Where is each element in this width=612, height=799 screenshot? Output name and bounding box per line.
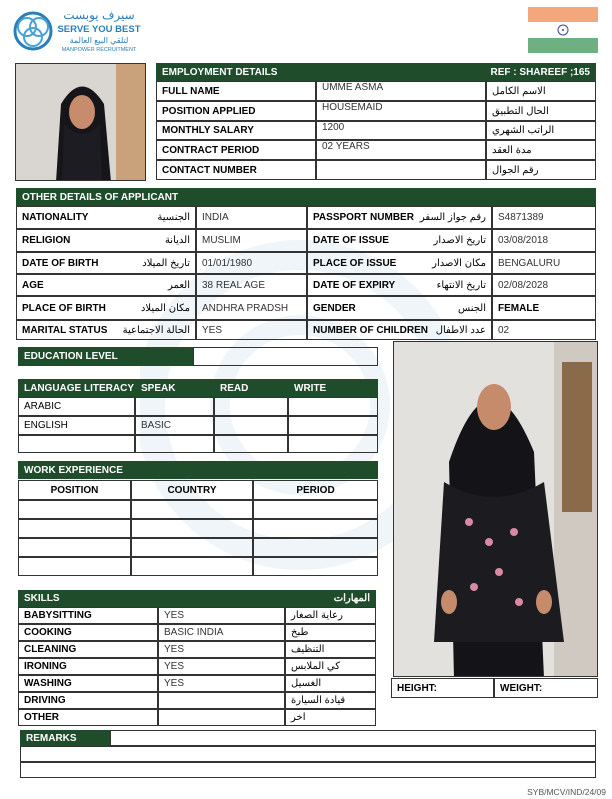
detail-label — [307, 206, 492, 229]
logo-sub: MANPOWER RECRUITMENT — [61, 47, 137, 53]
detail-value: FEMALE — [492, 296, 596, 320]
detail-value: 02 — [492, 320, 596, 340]
detail-label-en: PLACE OF ISSUE — [313, 257, 397, 269]
skill-name: BABYSITTING — [18, 607, 158, 624]
logo-arabic: سيرف يوبست — [63, 8, 135, 22]
detail-label — [16, 206, 196, 229]
detail-label-en: AGE — [22, 279, 44, 291]
remarks-header — [20, 730, 110, 746]
height-label: HEIGHT: — [391, 678, 494, 698]
detail-value: INDIA — [196, 206, 307, 229]
work-cell — [131, 519, 253, 538]
detail-label-ar: تاريخ الاصدار — [433, 235, 486, 246]
skill-name-ar: قيادة السيارة — [285, 692, 376, 709]
remarks-line-2 — [20, 746, 596, 762]
detail-label — [16, 274, 196, 296]
work-cell — [18, 538, 131, 557]
employment-label: POSITION APPLIED — [156, 101, 316, 121]
language-read — [214, 435, 288, 453]
applicant-photo-full — [393, 341, 598, 677]
language-header: WRITE — [288, 379, 378, 397]
detail-label-ar: العمر — [168, 279, 190, 291]
work-experience-title: WORK EXPERIENCE — [24, 464, 123, 476]
skill-name-ar: رعاية الصغار — [285, 607, 376, 624]
detail-label — [307, 252, 492, 274]
detail-label — [307, 296, 492, 320]
employment-label: CONTACT NUMBER — [156, 160, 316, 180]
work-cell — [18, 500, 131, 519]
document-code: SYB/MCV/IND/24/09 — [527, 787, 606, 797]
skill-name: COOKING — [18, 624, 158, 641]
detail-label — [16, 252, 196, 274]
work-cell — [18, 519, 131, 538]
language-header: LANGUAGE LITERACY — [18, 379, 135, 397]
detail-label-ar: رقم جواز السفر — [419, 212, 486, 223]
employment-label: FULL NAME — [156, 81, 316, 101]
detail-value: YES — [196, 320, 307, 340]
detail-label-ar: تاريخ الميلاد — [142, 257, 190, 269]
work-cell — [253, 519, 378, 538]
language-read — [214, 416, 288, 435]
remarks-title: REMARKS — [26, 732, 77, 744]
detail-value: 02/08/2028 — [492, 274, 596, 296]
detail-label-ar: الحالة الاجتماعية — [122, 324, 190, 336]
other-details-header — [16, 188, 596, 206]
detail-value: 03/08/2018 — [492, 229, 596, 252]
company-logo — [12, 8, 142, 58]
india-flag — [528, 7, 598, 53]
language-speak: BASIC — [135, 416, 214, 435]
skill-name-ar: طبخ — [285, 624, 376, 641]
skill-value: BASIC INDIA — [158, 624, 285, 641]
language-write — [288, 397, 378, 416]
language-write — [288, 435, 378, 453]
detail-label — [307, 229, 492, 252]
detail-label-en: NATIONALITY — [22, 212, 89, 223]
skill-value: YES — [158, 658, 285, 675]
language-write — [288, 416, 378, 435]
education-value — [193, 347, 378, 366]
detail-label-en: GENDER — [313, 302, 356, 314]
work-column-header: COUNTRY — [131, 480, 253, 500]
work-cell — [18, 557, 131, 576]
detail-label-ar: الجنسية — [157, 212, 190, 223]
skill-name: CLEANING — [18, 641, 158, 658]
detail-label-en: DATE OF BIRTH — [22, 257, 99, 269]
detail-label-en: DATE OF EXPIRY — [313, 279, 396, 291]
language-header: SPEAK — [135, 379, 214, 397]
remarks-line-3 — [20, 762, 596, 778]
applicant-photo-small — [15, 63, 146, 181]
skills-header — [18, 590, 376, 607]
employment-label-ar: رقم الجوال — [486, 160, 596, 180]
detail-label — [307, 274, 492, 296]
education-title: EDUCATION LEVEL — [24, 351, 118, 362]
skill-value: YES — [158, 675, 285, 692]
skill-value — [158, 709, 285, 726]
language-speak — [135, 435, 214, 453]
skill-name: DRIVING — [18, 692, 158, 709]
skill-name: OTHER — [18, 709, 158, 726]
detail-label-en: NUMBER OF CHILDREN — [313, 324, 428, 336]
detail-label-ar: مكان الاصدار — [432, 257, 486, 269]
detail-label — [16, 229, 196, 252]
employment-label-ar: مدة العقد — [486, 140, 596, 160]
skills-title: SKILLS — [24, 593, 60, 604]
skill-value — [158, 692, 285, 709]
skill-value: YES — [158, 641, 285, 658]
logo-emblem-icon — [12, 10, 54, 52]
employment-label: CONTRACT PERIOD — [156, 140, 316, 160]
employment-title: EMPLOYMENT DETAILS — [162, 66, 278, 78]
logo-name: SERVE YOU BEST — [57, 24, 141, 35]
detail-label-ar: الديانة — [164, 235, 190, 246]
skill-name-ar: اخر — [285, 709, 376, 726]
skill-name-ar: الغسيل — [285, 675, 376, 692]
education-header — [18, 347, 193, 366]
employment-value: HOUSEMAID — [316, 101, 486, 121]
language-name: ENGLISH — [18, 416, 135, 435]
employment-value: 1200 — [316, 121, 486, 140]
detail-value: S4871389 — [492, 206, 596, 229]
detail-label-en: RELIGION — [22, 235, 71, 246]
work-column-header: POSITION — [18, 480, 131, 500]
detail-label-en: DATE OF ISSUE — [313, 235, 389, 246]
detail-label — [16, 296, 196, 320]
detail-label-en: PLACE OF BIRTH — [22, 302, 106, 314]
work-column-header: PERIOD — [253, 480, 378, 500]
language-read — [214, 397, 288, 416]
detail-label-ar: الجنس — [457, 302, 486, 314]
detail-label-ar: عدد الاطفال — [435, 324, 486, 336]
work-cell — [131, 557, 253, 576]
work-cell — [131, 500, 253, 519]
skill-value: YES — [158, 607, 285, 624]
detail-value: BENGALURU — [492, 252, 596, 274]
other-details-title: OTHER DETAILS OF APPLICANT — [22, 191, 179, 203]
detail-label-en: PASSPORT NUMBER — [313, 212, 414, 223]
work-cell — [131, 538, 253, 557]
skill-name-ar: كي الملابس — [285, 658, 376, 675]
employment-label: MONTHLY SALARY — [156, 121, 316, 140]
logo-arabic-sub: لتلقي البيع العالمة — [69, 36, 129, 45]
employment-header — [156, 63, 596, 81]
detail-label — [16, 320, 196, 340]
employment-value — [316, 160, 486, 180]
detail-value: MUSLIM — [196, 229, 307, 252]
chakra-icon — [557, 24, 569, 36]
work-experience-header — [18, 461, 198, 479]
reference-number: REF : SHAREEF ;165 — [490, 66, 590, 78]
skill-name: IRONING — [18, 658, 158, 675]
work-cell — [253, 500, 378, 519]
skill-name: WASHING — [18, 675, 158, 692]
detail-value: 38 REAL AGE — [196, 274, 307, 296]
work-cell — [253, 557, 378, 576]
employment-label-ar: الراتب الشهري — [486, 121, 596, 140]
detail-value: 01/01/1980 — [196, 252, 307, 274]
detail-label-en: MARITAL STATUS — [22, 324, 108, 336]
skill-name-ar: التنظيف — [285, 641, 376, 658]
remarks-line-1 — [110, 730, 596, 746]
employment-label-ar: الحال التطبيق — [486, 101, 596, 121]
detail-value: ANDHRA PRADSH — [196, 296, 307, 320]
employment-value: UMME ASMA — [316, 81, 486, 101]
detail-label — [307, 320, 492, 340]
skills-title-ar: المهارات — [333, 593, 370, 604]
language-speak — [135, 397, 214, 416]
weight-label: WEIGHT: — [494, 678, 598, 698]
work-experience-header-fill — [198, 461, 378, 479]
language-name — [18, 435, 135, 453]
work-cell — [253, 538, 378, 557]
language-name: ARABIC — [18, 397, 135, 416]
employment-label-ar: الاسم الكامل — [486, 81, 596, 101]
detail-label-ar: مكان الميلاد — [140, 302, 190, 314]
language-header: READ — [214, 379, 288, 397]
detail-label-ar: تاريخ الانتهاء — [436, 279, 486, 291]
employment-value: 02 YEARS — [316, 140, 486, 160]
